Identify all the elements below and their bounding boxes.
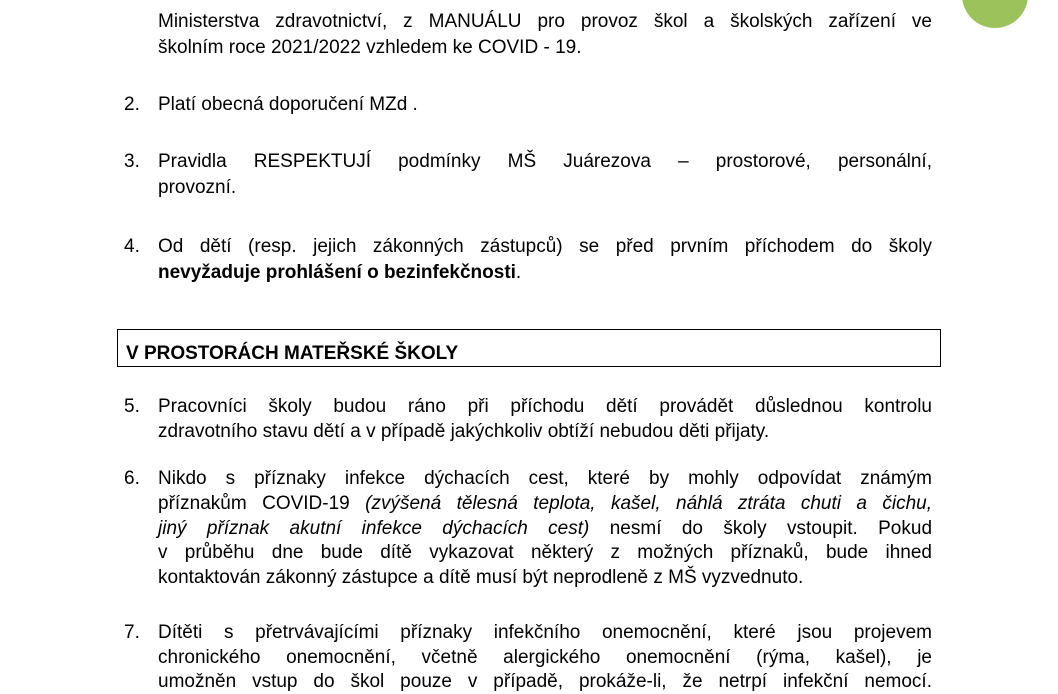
item-3-line-2: provozní. <box>158 177 237 198</box>
item-5-number: 5. <box>124 396 140 417</box>
item-4-number: 4. <box>124 236 140 257</box>
item-3-line-1: Pravidla RESPEKTUJÍ podmínky MŠ Juárezova – prostorové, personální, <box>158 151 932 172</box>
item-4-bold-text: nevyžaduje prohlášení o bezinfekčnosti <box>158 262 516 283</box>
item-6-line-4: v průběhu dne bude dítě vykazovat některý z možných příznaků, bude ihned <box>158 542 932 563</box>
item-6-line-5: kontaktován zákonný zástupce a dítě musí být neprodleně z MŠ vyzvednuto. <box>158 567 804 588</box>
item-7-number: 7. <box>124 622 140 643</box>
item-6-number: 6. <box>124 468 140 489</box>
item-6-line-3-italic: jiný příznak akutní infekce dýchacích cest) <box>158 518 590 539</box>
item-3-number: 3. <box>124 151 140 172</box>
item-7-line-1: Dítěti s přetrvávajícími příznaky infekčního onemocnění, které jsou projevem <box>158 622 932 643</box>
item-6-line-2 <box>158 492 932 516</box>
item-4-line-2 <box>158 261 932 285</box>
item-7-line-3: umožněn vstup do škol pouze v případě, prokáže-li, že netrpí infekční nemocí. <box>158 671 932 692</box>
item-2-line-1: Platí obecná doporučení MZd . <box>158 94 418 115</box>
item-5-line-1: Pracovníci školy budou ráno při příchodu dětí provádět důslednou kontrolu <box>158 396 932 417</box>
section-heading: V PROSTORÁCH MATEŘSKÉ ŠKOLY <box>126 343 459 364</box>
decorative-green-circle <box>962 0 1028 28</box>
item-6-line-2-text: příznakům COVID-19 <box>158 493 366 514</box>
item-6-line-1: Nikdo s příznaky infekce dýchacích cest, které by mohly odpovídat známým <box>158 468 932 489</box>
item-4-line-1: Od dětí (resp. jejich zákonných zástupců) se před prvním příchodem do školy <box>158 236 932 257</box>
item-6-line-3-text: nesmí do školy vstoupit. Pokud <box>589 518 933 539</box>
item-7-line-2: chronického onemocnění, včetně alergického onemocnění (rýma, kašel), je <box>158 647 932 668</box>
item-6-line-3 <box>158 517 932 541</box>
section-heading-box <box>117 329 941 367</box>
item-6-line-2-italic: (zvýšená tělesná teplota, kašel, náhlá ztráta chuti a čichu, <box>365 493 932 514</box>
item-4-trailing-text: . <box>515 262 522 283</box>
item-5-line-2: zdravotního stavu dětí a v případě jakýchkoliv obtíží nebudou děti přijaty. <box>158 421 770 442</box>
item-2-number: 2. <box>124 94 140 115</box>
item-1-line-1: Ministerstva zdravotnictví, z MANUÁLU pro provoz škol a školských zařízení ve <box>158 11 932 32</box>
item-1-line-2: školním roce 2021/2022 vzhledem ke COVID - 19. <box>158 37 582 58</box>
